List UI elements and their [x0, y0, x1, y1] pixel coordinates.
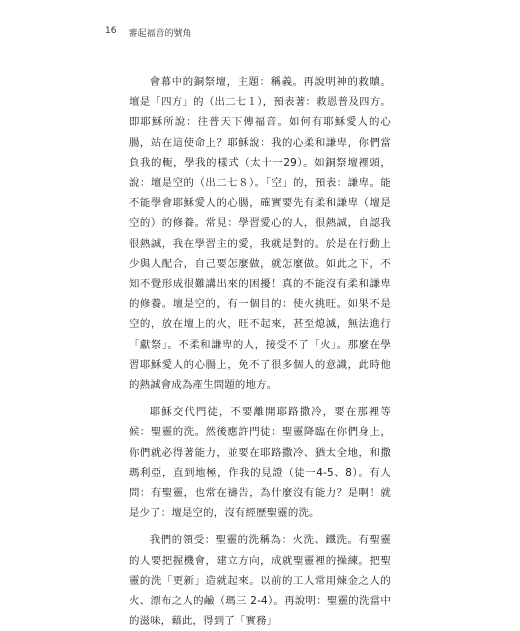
page-number: 16 — [105, 26, 117, 36]
book-title: 審起福音的號角 — [128, 29, 192, 39]
paragraph-1: 會幕中的銅祭壇，主題：稱義。再說明神的救贖。壇是「四方」的（出二七１），預表著：救恩普及四方。即耶穌所說：往普天下傳福音。如何有耶穌愛人的心腸，站在這使命上？耶穌說：我的心柔和謙卑，你們當負我的軛，學我的樣式（太十一29）。如銅祭壇裡頭，說：壇是空的（出二七８）。「空」的，預表：謙卑。能不能學會耶穌愛人的心腸，確實要先有柔和謙卑（壇是空的）的修養。常見：學習愛心的人，很熱誠，自認我很熱誠，我在學習主的愛，我就是對的。於是在行動上少與人配合，自己要怎麼做，就怎麼做。如此之下，不知不覺形成很難講出來的困擾！真的不能沒有柔和謙卑的修養。壇是空的，有一個目的：使火挑旺。如果不是空的，放在壇上的火，旺不起來，甚至熄滅，無法進行「獻祭」。不柔和謙卑的人，接受不了「火」。那麼在學習耶穌愛人的心腸上，免不了很多個人的意識，此時他的熱誠會成為產生問題的地方。 — [129, 76, 391, 392]
paragraph-3: 我們的領受：聖靈的洗稱為：火洗、鐵洗。有聖靈的人要把握機會，建立方向，成就聖靈裡的操練。把聖靈的洗「更新」造就起來。以前的工人常用煉金之人的火、漂布之人的鹼（瑪三 2-4）。再說明：聖靈的洗當中的滋味，藉此，得到了「實務」 — [129, 534, 391, 628]
paragraph-2: 耶穌交代門徒，不要離開耶路撒冷，要在那裡等候：聖靈的洗。然後應許門徒：聖靈降臨在你們身上，你們就必得著能力，並要在耶路撒冷、猶太全地，和撒瑪利亞，直到地極，作我的見證（徒一4-5、8）。有人問：有聖靈，也常在禱告，為什麼沒有能力？是啊！就是少了：壇是空的，沒有經歷聖靈的洗。 — [129, 406, 391, 520]
body-text — [129, 72, 391, 631]
running-header — [105, 26, 191, 39]
